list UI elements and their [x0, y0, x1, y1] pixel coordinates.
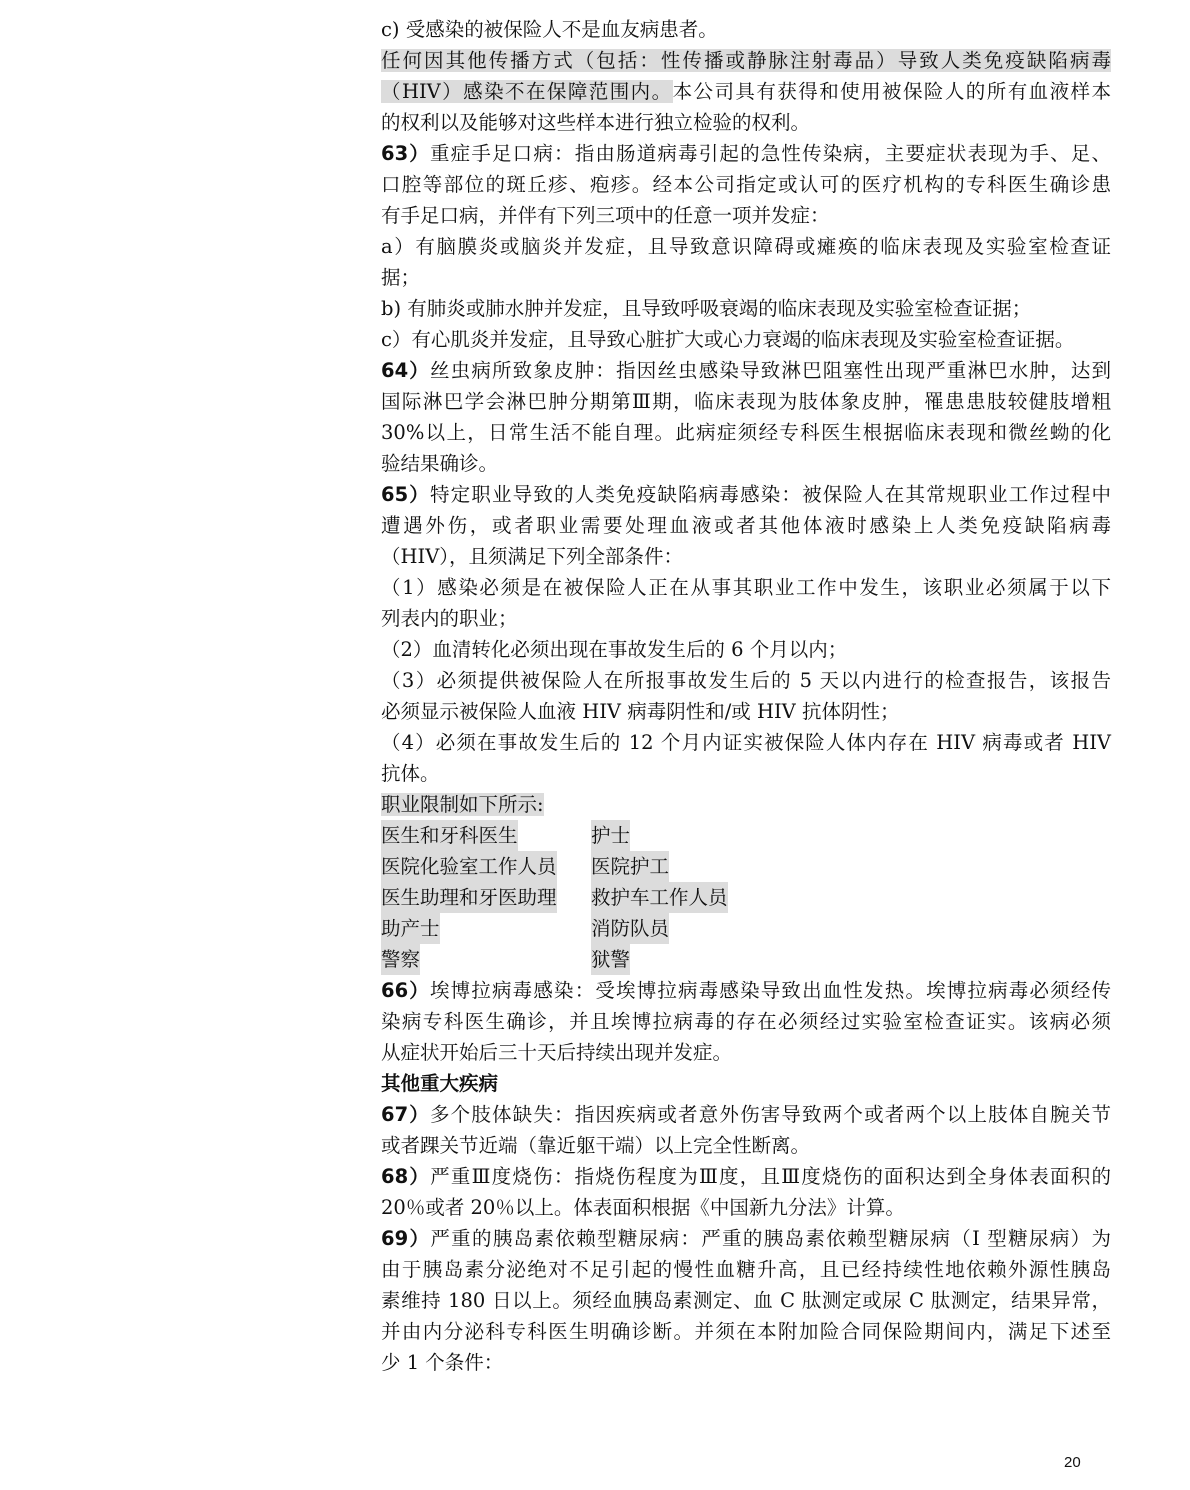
- text-line: 30%以上，日常生活不能自理。此病症须经专科医生根据临床表现和微丝蚴的化: [381, 421, 1111, 444]
- clause-number: 65）: [381, 483, 430, 506]
- text-line: 或者踝关节近端（靠近躯干端）以上完全性断离。: [381, 1134, 811, 1157]
- occupation-item: 医院护工: [591, 851, 669, 882]
- occupation-item: 医生助理和牙医助理: [381, 882, 557, 913]
- text-line: 少 1 个条件：: [381, 1351, 504, 1374]
- text-line: c) 受感染的被保险人不是血友病患者。: [381, 18, 718, 41]
- section-heading: 其他重大疾病: [381, 1072, 499, 1095]
- clause-number: 63）: [381, 142, 430, 165]
- text-line: 抗体。: [381, 762, 440, 785]
- text-line: （3）必须提供被保险人在所报事故发生后的 5 天以内进行的检查报告，该报告: [381, 669, 1111, 692]
- occupation-row: [381, 820, 1111, 851]
- text-line: 的权利以及能够对这些样本进行独立检验的权利。: [381, 111, 811, 134]
- clause-67: 67）多个肢体缺失：指因疾病或者意外伤害导致两个或者两个以上肢体自腕关节: [381, 1103, 1111, 1126]
- occupation-item: 助产士: [381, 913, 440, 944]
- text-line: 由于胰岛素分泌绝对不足引起的慢性血糖升高，且已经持续性地依赖外源性胰岛: [381, 1258, 1111, 1281]
- clause-63: 63）重症手足口病：指由肠道病毒引起的急性传染病，主要症状表现为手、足、: [381, 142, 1111, 165]
- occupation-row: [381, 882, 1111, 913]
- text-line: b) 有肺炎或肺水肿并发症，且导致呼吸衰竭的临床表现及实验室检查证据；: [381, 297, 1032, 320]
- occupation-item: 警察: [381, 944, 420, 975]
- occupation-row: [381, 913, 1111, 944]
- clause-65: 65）特定职业导致的人类免疫缺陷病毒感染：被保险人在其常规职业工作过程中: [381, 483, 1111, 506]
- text-line: （1）感染必须是在被保险人正在从事其职业工作中发生，该职业必须属于以下: [381, 576, 1111, 599]
- occupation-row: [381, 944, 1111, 975]
- text-line: 国际淋巴学会淋巴肿分期第Ⅲ期，临床表现为肢体象皮肿，罹患患肢较健肢增粗: [381, 390, 1111, 413]
- clause-64: 64）丝虫病所致象皮肿：指因丝虫感染导致淋巴阻塞性出现严重淋巴水肿，达到: [381, 359, 1111, 382]
- occupation-item: 消防队员: [591, 913, 669, 944]
- text-line: 据；: [381, 266, 421, 289]
- clause-number: 64）: [381, 359, 430, 382]
- text-line: 并由内分泌科专科医生明确诊断。并须在本附加险合同保险期间内，满足下述至: [381, 1320, 1111, 1343]
- clause-number: 67）: [381, 1103, 430, 1126]
- text-line: 从症状开始后三十天后持续出现并发症。: [381, 1041, 733, 1064]
- highlighted-text: （HIV）感染不在保障范围内。: [381, 80, 673, 103]
- occupation-item: 医院化验室工作人员: [381, 851, 557, 882]
- occupation-row: [381, 851, 1111, 882]
- clause-68: 68）严重Ⅲ度烧伤：指烧伤程度为Ⅲ度，且Ⅲ度烧伤的面积达到全身体表面积的: [381, 1165, 1111, 1188]
- text-line: （2）血清转化必须出现在事故发生后的 6 个月以内；: [381, 638, 848, 661]
- clause-69: 69）严重的胰岛素依赖型糖尿病：严重的胰岛素依赖型糖尿病（I 型糖尿病）为: [381, 1227, 1111, 1250]
- text-line: 验结果确诊。: [381, 452, 499, 475]
- clause-number: 69）: [381, 1227, 431, 1250]
- text-line: 遭遇外伤，或者职业需要处理血液或者其他体液时感染上人类免疫缺陷病毒: [381, 514, 1111, 537]
- text-line: c）有心肌炎并发症，且导致心脏扩大或心力衰竭的临床表现及实验室检查证据。: [381, 328, 1075, 351]
- occupation-item: 救护车工作人员: [591, 882, 728, 913]
- page-number: 20: [1064, 1454, 1081, 1471]
- text-line: a）有脑膜炎或脑炎并发症，且导致意识障碍或瘫痪的临床表现及实验室检查证: [381, 235, 1111, 258]
- text-line-highlighted: 任何因其他传播方式（包括：性传播或静脉注射毒品）导致人类免疫缺陷病毒: [381, 49, 1111, 72]
- occupation-item: 医生和牙科医生: [381, 820, 518, 851]
- document-body: [381, 14, 1111, 1378]
- clause-number: 66）: [381, 979, 430, 1002]
- text-line: 20％或者 20％以上。体表面积根据《中国新九分法》计算。: [381, 1196, 905, 1219]
- text-line: 素维持 180 日以上。须经血胰岛素测定、血 C 肽测定或尿 C 肽测定，结果异常，: [381, 1289, 1111, 1312]
- text-line: （HIV），且须满足下列全部条件：: [381, 545, 684, 568]
- text-line: （HIV）感染不在保障范围内。本公司具有获得和使用被保险人的所有血液样本: [381, 80, 1111, 103]
- occupation-title: 职业限制如下所示:: [381, 793, 544, 816]
- occupation-item: 护士: [591, 820, 630, 851]
- clause-66: 66）埃博拉病毒感染：受埃博拉病毒感染导致出血性发热。埃博拉病毒必须经传: [381, 979, 1111, 1002]
- text-line: （4）必须在事故发生后的 12 个月内证实被保险人体内存在 HIV 病毒或者 HIV: [381, 731, 1111, 754]
- text-line: 列表内的职业；: [381, 607, 518, 630]
- text-line: 口腔等部位的斑丘疹、疱疹。经本公司指定或认可的医疗机构的专科医生确诊患: [381, 173, 1111, 196]
- occupation-item: 狱警: [591, 944, 630, 975]
- text-line: 必须显示被保险人血液 HIV 病毒阴性和/或 HIV 抗体阴性；: [381, 700, 900, 723]
- clause-number: 68）: [381, 1165, 431, 1188]
- text-line: 有手足口病，并伴有下列三项中的任意一项并发症：: [381, 204, 830, 227]
- text-line: 染病专科医生确诊，并且埃博拉病毒的存在必须经过实验室检查证实。该病必须: [381, 1010, 1111, 1033]
